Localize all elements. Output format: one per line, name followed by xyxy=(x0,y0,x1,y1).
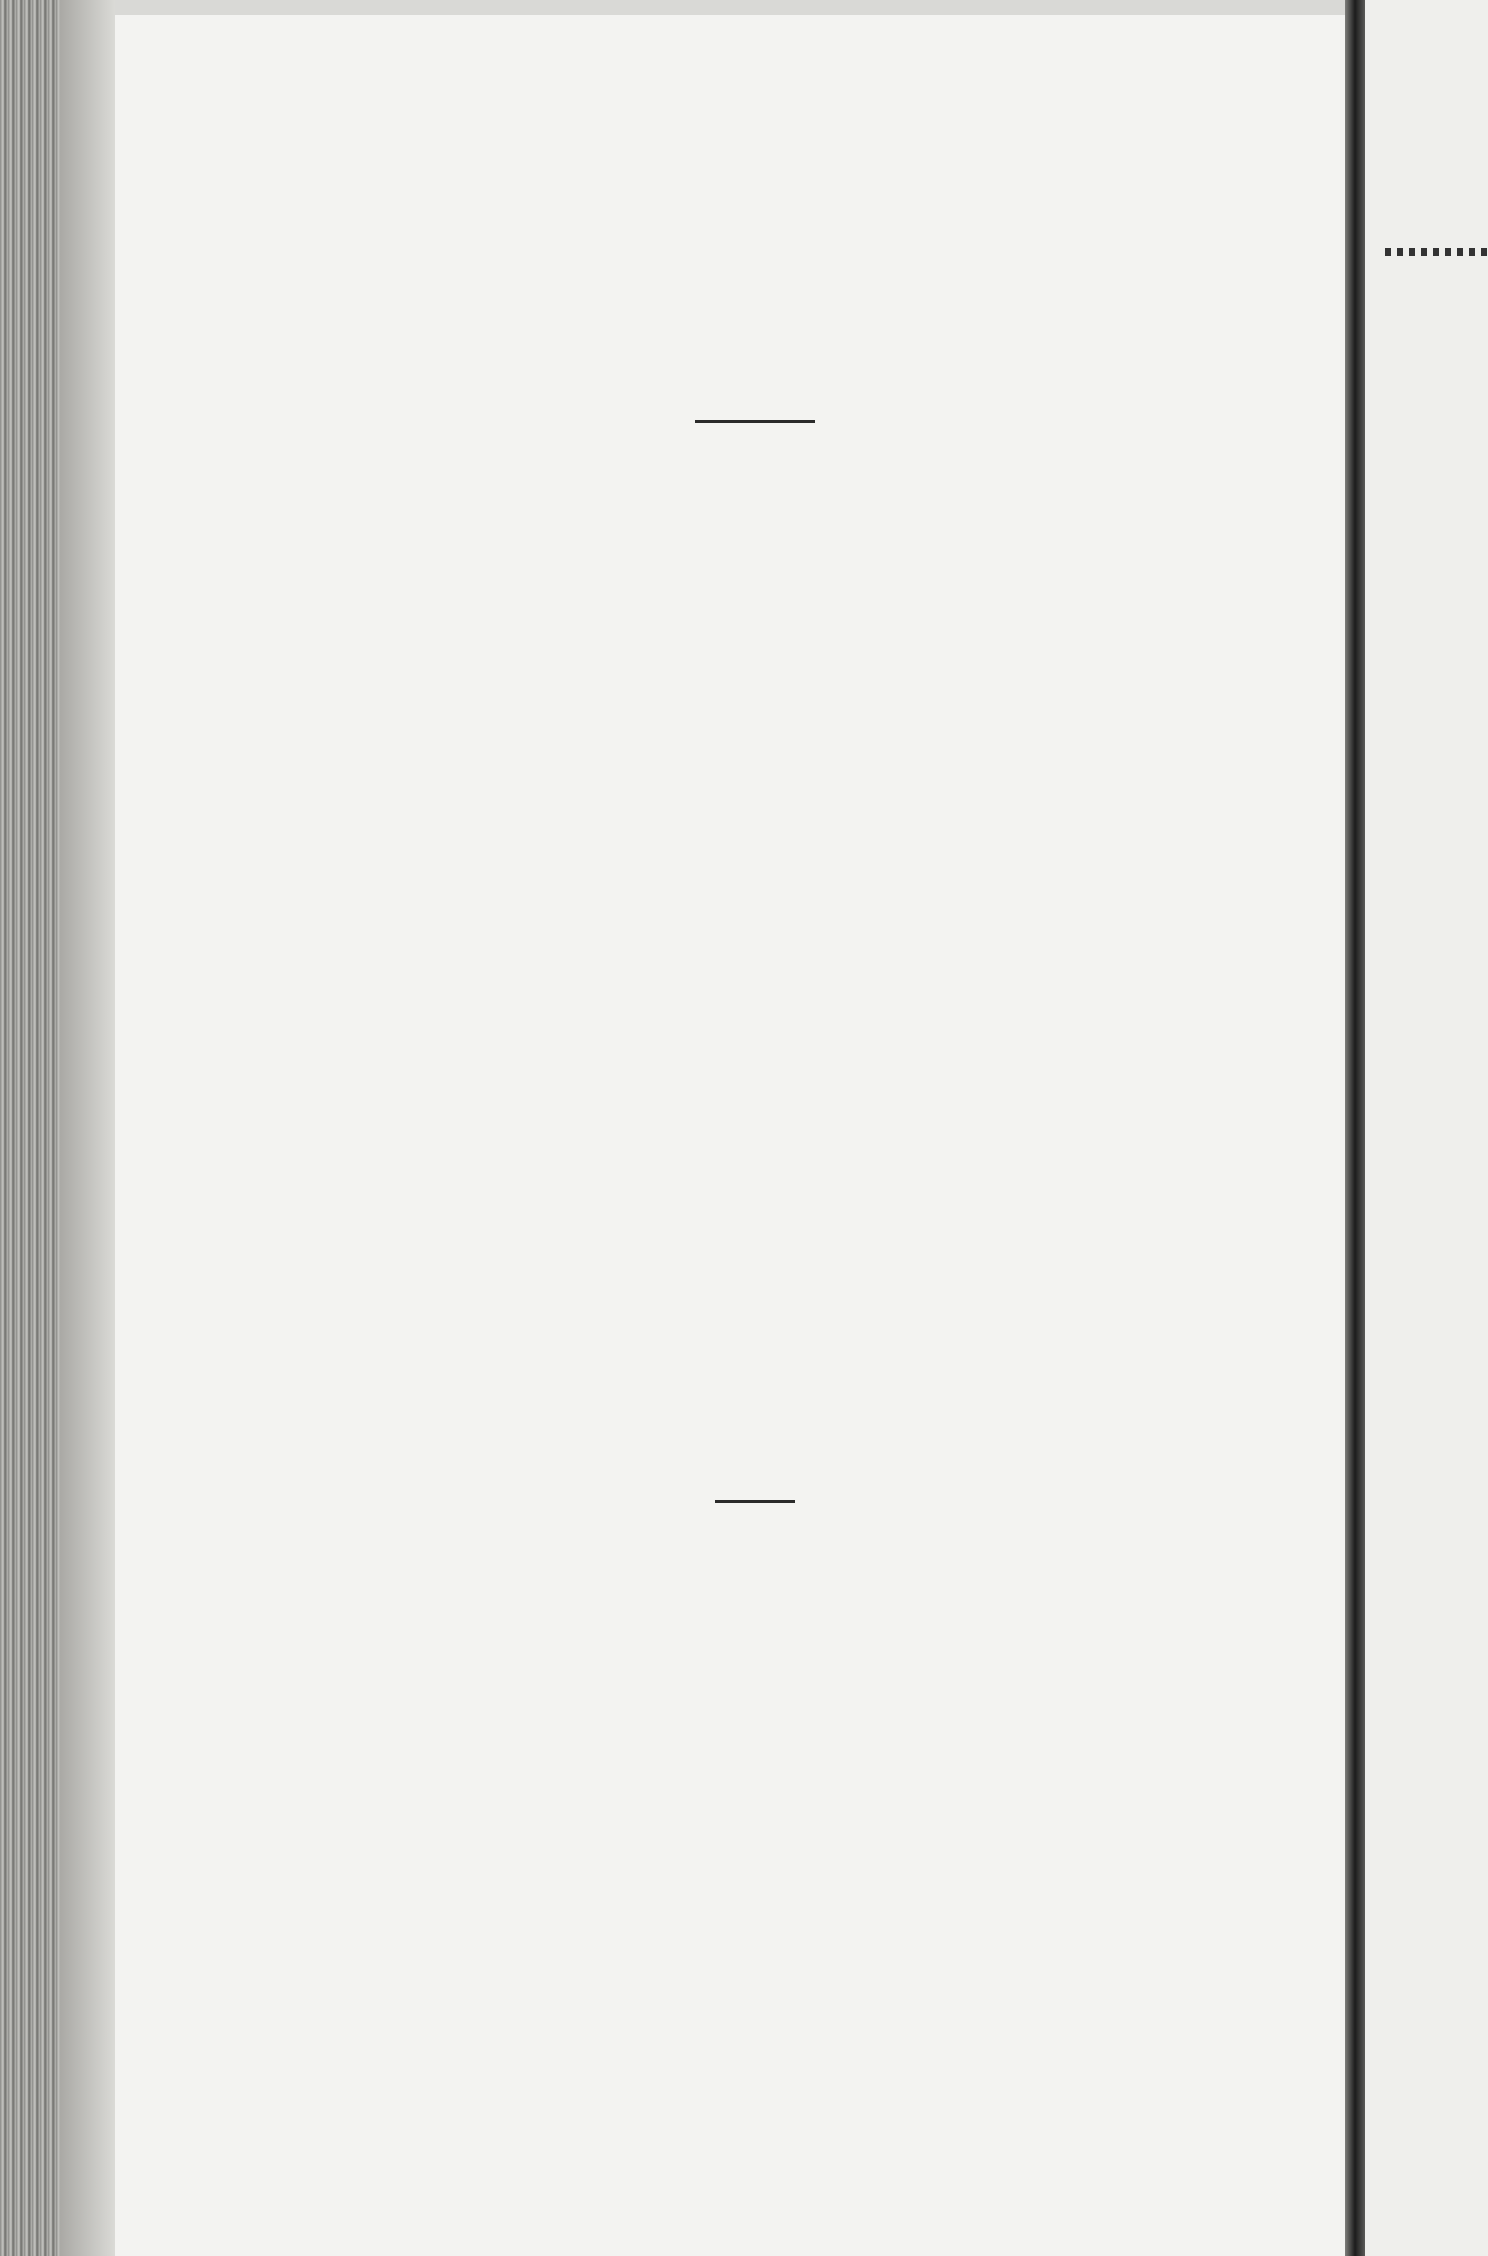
page-margin-shadow xyxy=(60,0,115,2256)
section-divider xyxy=(715,1500,795,1503)
right-page-ornament xyxy=(1385,248,1488,256)
left-page xyxy=(115,15,1345,2256)
book-gutter xyxy=(1345,0,1365,2256)
page-edges xyxy=(0,0,60,2256)
right-page-fragment xyxy=(1365,0,1488,2256)
section-divider xyxy=(695,420,815,423)
